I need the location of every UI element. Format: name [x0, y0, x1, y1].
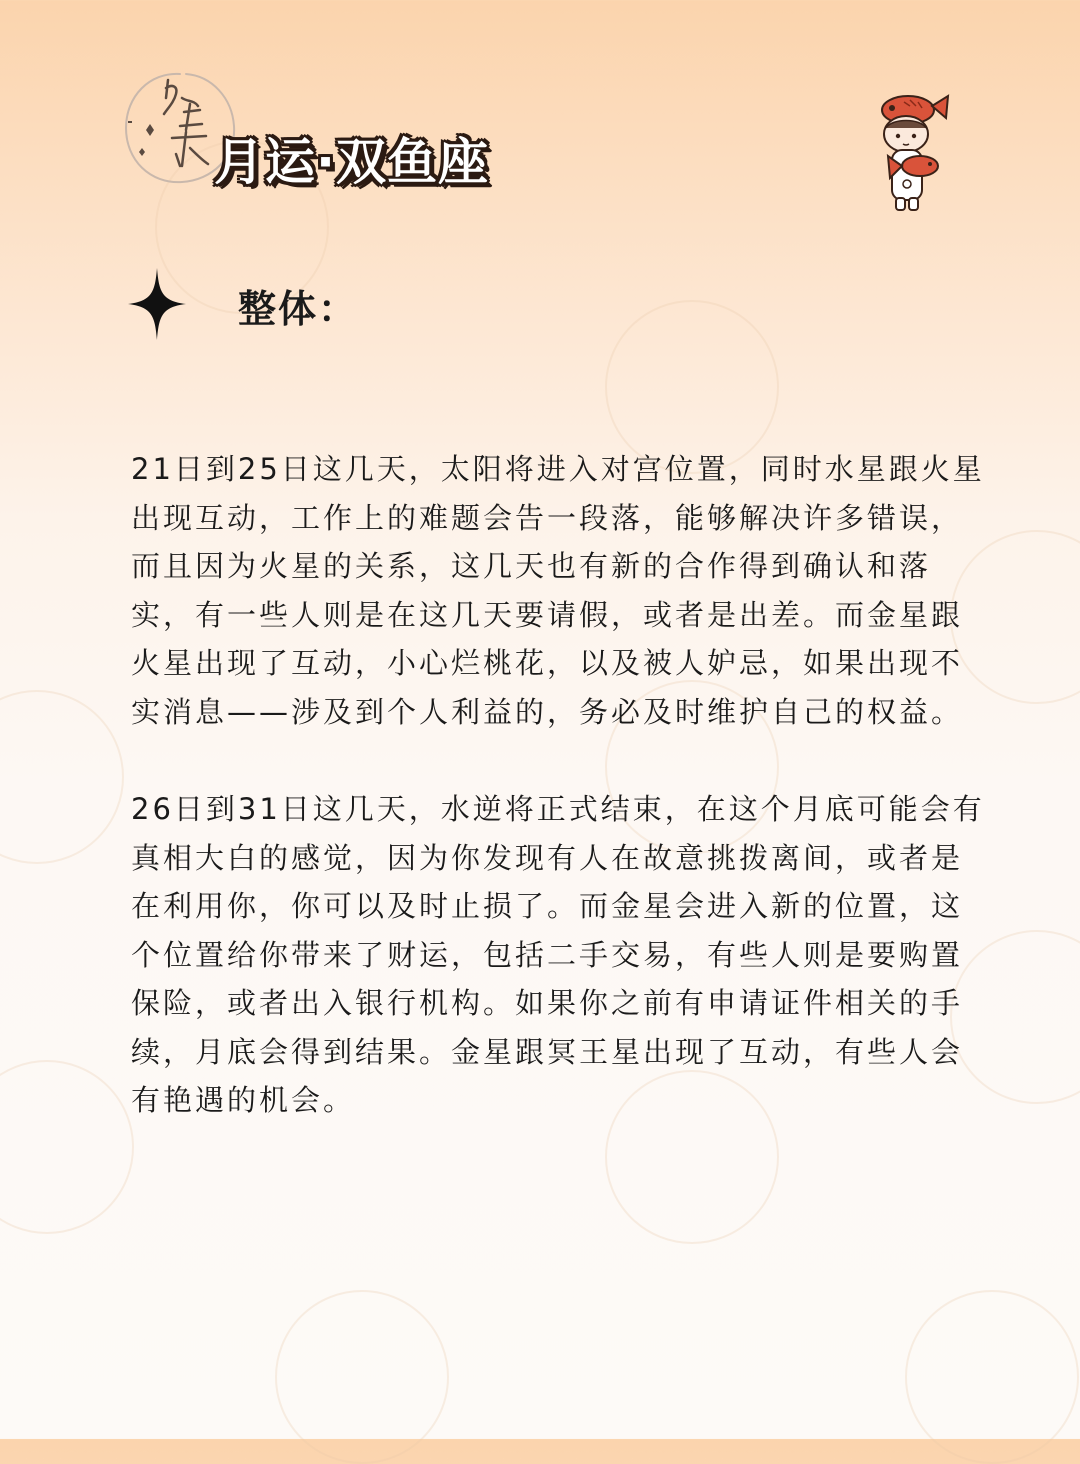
section-heading: 整体：	[238, 287, 359, 331]
paragraph: 21日到25日这几天，太阳将进入对宫位置，同时水星跟火星出现互动，工作上的难题会告一段落，能够解决许多错误，而且因为火星的关系，这几天也有新的合作得到确认和落实，有一些人则是在这几天要请假，或者是出差。而金星跟火星出现了互动，小心烂桃花，以及被人妒忌，如果出现不实消息——涉及到个人利益的，务必及时维护自己的权益。	[131, 452, 985, 729]
paragraph: 26日到31日这几天，水逆将正式结束，在这个月底可能会有真相大白的感觉，因为你发现有人在故意挑拨离间，或者是在利用你，你可以及时止损了。而金星会进入新的位置，这个位置给你带来了财运，包括二手交易，有些人则是要购置保险，或者出入银行机构。如果你之前有申请证件相关的手续，月底会得到结果。金星跟冥王星出现了互动，有些人会有艳遇的机会。	[131, 792, 985, 1117]
four-point-star-icon	[128, 268, 186, 340]
pisces-mascot-icon	[868, 88, 958, 218]
watermark-circle	[275, 1290, 449, 1464]
watermark-circle	[905, 1290, 1079, 1464]
watermark-circle	[0, 690, 124, 864]
watermark-circle	[0, 1060, 134, 1234]
page-title: 月运·双鱼座	[214, 133, 489, 191]
